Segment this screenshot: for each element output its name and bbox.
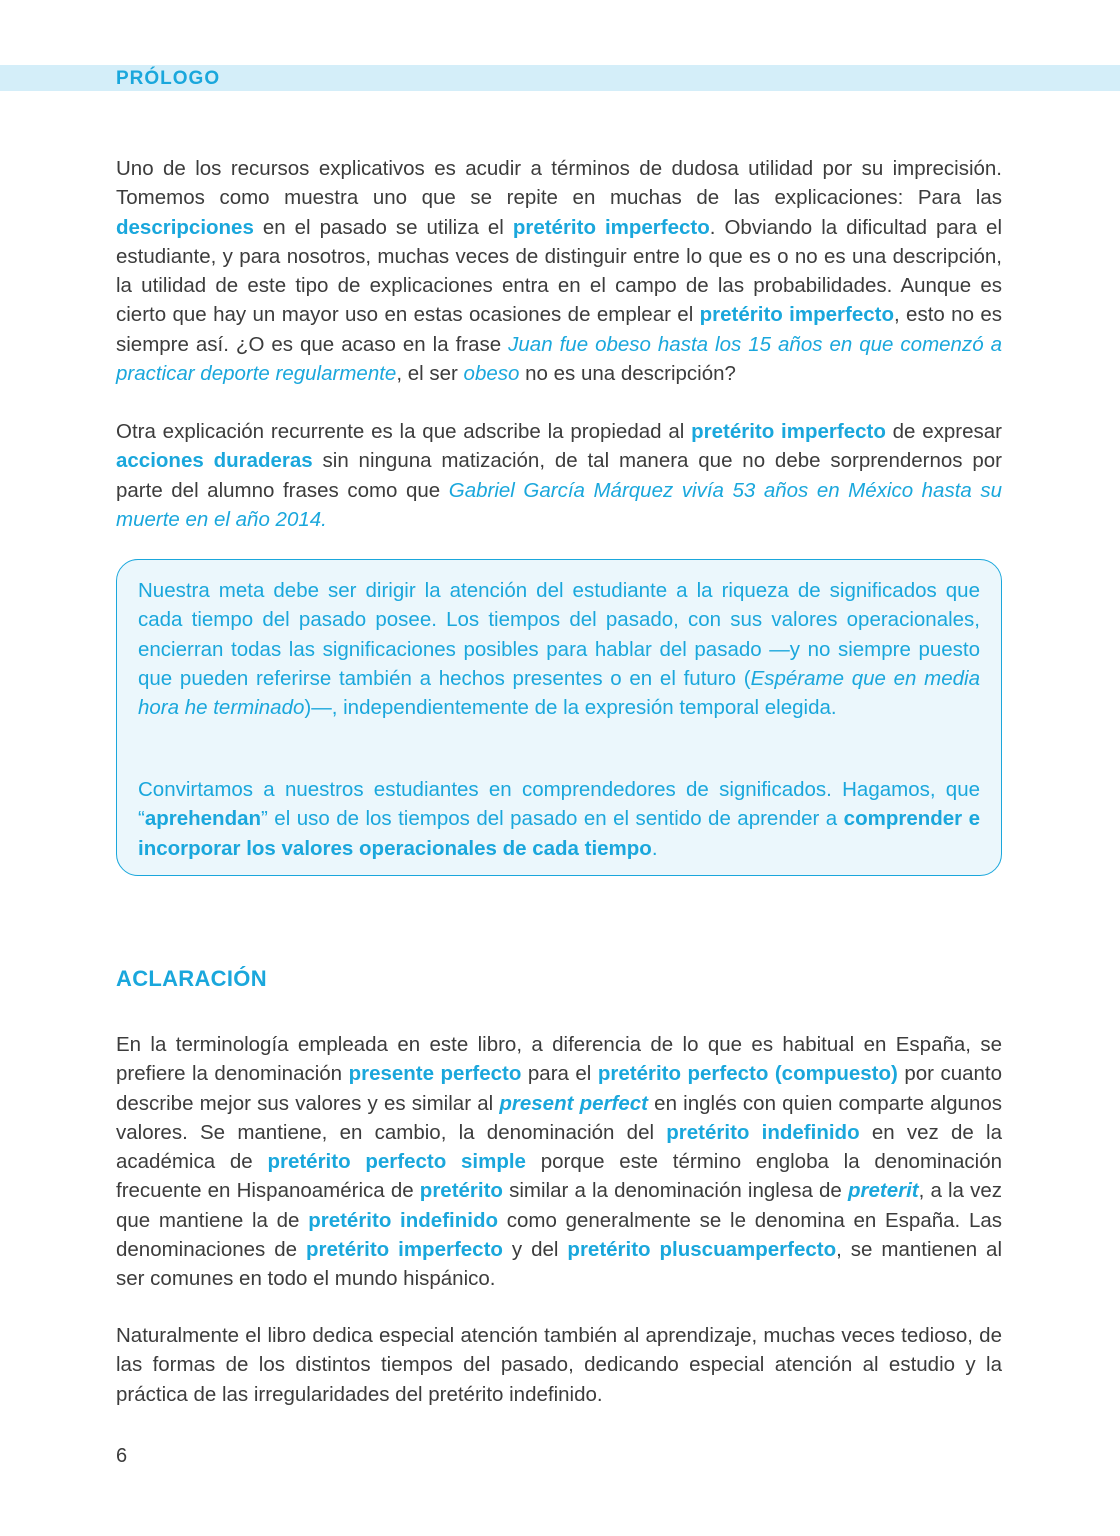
text-run: . [651,836,658,860]
text-run: Uno de los recursos explicativos es acudir a términos de dudosa utilidad por su imprecisión. Tomemos como muestra uno que se repite en muchas de las explicaciones: Para las [116,157,1002,210]
text-run: porque este término engloba la denominación frecuente en Hispanoamérica de [116,1150,1002,1203]
highlighted-term: pretérito imperfecto [691,420,886,443]
clarification-paragraph-1 [116,1030,1002,1294]
clarification-paragraph-2 [116,1321,1002,1409]
text-run: , esto no es siempre así. ¿O es que acaso en la frase [116,303,1003,356]
highlighted-term: acciones duraderas [116,449,313,473]
running-header-title: PRÓLOGO [116,68,221,89]
highlighted-term: pretérito perfecto simple [267,1150,526,1174]
text-run: de expresar [885,420,1002,443]
text-run: ” el uso de los tiempos del pasado en el sentido de aprender a [261,807,844,831]
intro-paragraph-1 [116,154,1002,388]
text-run: . Obviando la dificultad para el estudiante, y para nosotros, muchas veces de distinguir entre lo que es o no es una descripción, la utilidad de este tipo de explicaciones entra en el campo de las probabilidades. Aunque es cierto que hay un mayor uso en estas ocasiones de emplear el [116,215,1002,327]
highlighted-term: Juan fue obeso hasta los 15 años en que comenzó a practicar deporte regularmente [116,332,1002,386]
page-number: 6 [116,1445,128,1467]
highlighted-term: pretérito pluscuamperfecto [567,1238,837,1262]
text-run: En la terminología empleada en este libro, a diferencia de lo que es habitual en España, se prefiere la denominación [116,1033,1002,1086]
text-run: como generalmente se le denomina en España. Las denominaciones de [116,1208,1002,1262]
callout-paragraph-1 [138,576,980,722]
callout-paragraph-2 [138,775,980,863]
text-run: en inglés con quien comparte algunos valores. Se mantiene, en cambio, la denominación del [116,1091,1002,1144]
text-run: , el ser [396,362,464,386]
text-run: sin ninguna matización, de tal manera que no debe sorprendernos por parte del alumno frases como que [116,449,1002,502]
highlighted-term: pretérito indefinido [308,1208,498,1232]
text-run: Nuestra meta debe ser dirigir la atención del estudiante a la riqueza de significados que cada tiempo del pasado posee. Los tiempos del pasado, con sus valores operacionales, encierran todas las significaciones posibles para hablar del pasado —y no siempre puesto que pueden referirse también a hechos presentes o en el futuro ( [138,579,980,690]
callout-box [116,559,1002,876]
highlighted-term: Gabriel García Márquez vivía 53 años en México hasta su muerte en el año 2014. [116,478,1002,531]
text-run: Convirtamos a nuestros estudiantes en comprendedores de significados. Hagamos, que “ [138,778,980,831]
intro-paragraph-2 [116,417,1002,534]
text-run: no es una descripción? [519,362,736,386]
header-band [0,65,1120,91]
highlighted-term: pretérito indefinido [666,1120,860,1144]
highlighted-term: pretérito imperfecto [306,1238,503,1262]
text-run: Otra explicación recurrente es la que adscribe la propiedad al [116,420,692,443]
text-run: por cuanto describe mejor sus valores y es similar al [116,1062,1003,1115]
text-run: , a la vez que mantiene la de [116,1179,1002,1232]
section-heading: ACLARACIÓN [116,966,267,991]
text-run: y del [502,1238,568,1262]
text-run: , se mantienen al ser comunes en todo el mundo hispánico. [116,1238,1003,1291]
text-run: similar a la denominación inglesa de [502,1179,848,1203]
highlighted-term: comprender e incorporar los valores operacionales de cada tiempo [138,807,980,860]
highlighted-term: pretérito perfecto (compuesto) [597,1062,898,1086]
text-run: para el [521,1062,598,1086]
text-run: en vez de la académica de [116,1120,1002,1174]
highlighted-term: descripciones [116,215,254,239]
highlighted-term: present perfect [499,1091,648,1115]
highlighted-term: preterit [847,1179,919,1203]
text-run: en el pasado se utiliza el [253,215,513,239]
text-run: )—, independientemente de la expresión temporal elegida. [304,696,837,720]
highlighted-term: pretérito imperfecto [699,303,894,327]
highlighted-term: pretérito [419,1179,503,1203]
highlighted-term: pretérito imperfecto [512,215,710,239]
highlighted-term: presente perfecto [348,1062,522,1086]
highlighted-term: Espérame que en media hora he terminado [138,666,980,720]
highlighted-term: aprehendan [144,807,262,831]
text-run: Naturalmente el libro dedica especial atención también al aprendizaje, muchas veces tedioso, de las formas de los distintos tiempos del pasado, dedicando especial atención al estudio y la práctica de las irregularidades del pretérito indefinido. [116,1324,1002,1406]
highlighted-term: obeso [463,362,520,386]
